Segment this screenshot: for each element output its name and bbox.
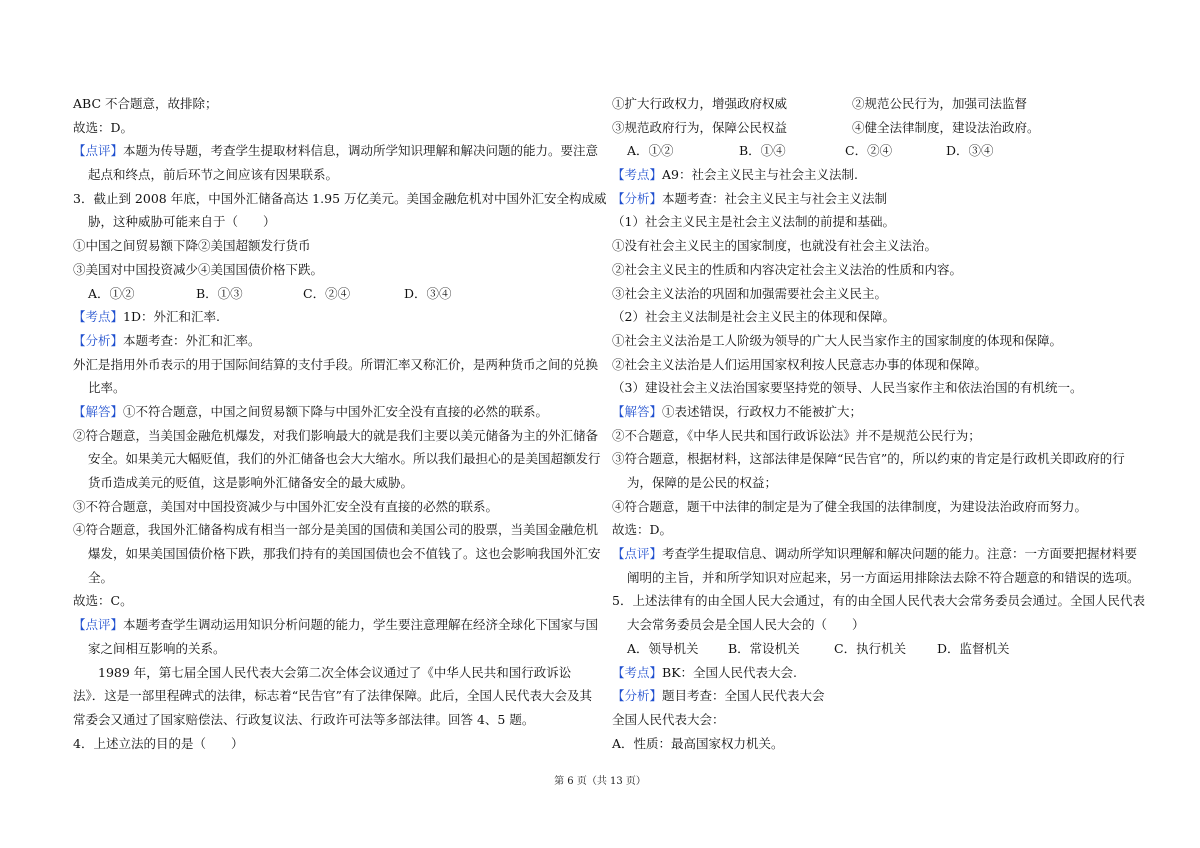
analysis-tag: 【分析】 [73, 332, 124, 348]
text-line: ABC 不合题意，故排除； [73, 96, 218, 111]
comment-line [73, 139, 603, 163]
comment-text: 本题为传导题，考查学生提取材料信息，调动所学知识理解和解决问题的能力。要注意 [123, 143, 599, 159]
analysis-line [612, 187, 1140, 211]
text-line: ②符合题意，当美国金融危机爆发，对我们影响最大的就是我们主要以美元储备为主的外汇储备 [73, 427, 599, 443]
text-line: 为，保障的是公民的权益； [627, 475, 778, 490]
text-line: ①社会主义法治是工人阶级为领导的广大人民当家作主的国家制度的体现和保障。 [612, 332, 1063, 348]
question-4-stem: 4．上述立法的目的是（ ） [73, 735, 244, 751]
solution-text: ①不符合题意，中国之间贸易额下降与中国外汇安全没有直接的必然的联系。 [123, 403, 549, 419]
question-5-stem: 5．上述法律有的由全国人民大会通过，有的由全国人民代表大会常务委员会通过。全国人民代表 [612, 593, 1145, 609]
kaodian-tag: 【考点】 [612, 167, 663, 183]
comment-line [612, 542, 1140, 566]
option-b: B．常设机关 [728, 640, 800, 656]
passage-line: 1989 年，第七届全国人民代表大会第二次全体会议通过了《中华人民共和国行政诉讼 [98, 664, 572, 680]
comment-tag: 【点评】 [73, 617, 124, 633]
solution-text: ①表述错误，行政权力不能被扩大； [662, 403, 863, 419]
text-line: ③不符合题意，美国对中国投资减少与中国外汇安全没有直接的必然的联系。 [73, 498, 499, 514]
text-line: 大会常务委员会是全国人民大会的（ ） [627, 617, 865, 633]
text-line: 阐明的主旨，并和所学知识对应起来，另一方面运用排除法去除不符合题意的和错误的选项。 [627, 569, 1140, 585]
statement-1: ①扩大行政权力，增强政府权威 [612, 96, 788, 111]
text-line: ④符合题意，题干中法律的制定是为了健全我国的法律制度，为建设法治政府而努力。 [612, 498, 1088, 514]
analysis-text: 本题考查：社会主义民主与社会主义法制 [662, 190, 888, 206]
text-line: 起点和终点，前后环节之间应该有因果联系。 [88, 167, 339, 183]
solution-tag: 【解答】 [612, 403, 663, 419]
text-line: ②社会主义民主的性质和内容决定社会主义法治的性质和内容。 [612, 261, 963, 277]
option-c: C．②④ [303, 285, 351, 301]
option-a: A．①② [627, 143, 674, 159]
analysis-tag: 【分析】 [612, 688, 663, 704]
text-line: （1）社会主义民主是社会主义法制的前提和基础。 [612, 214, 895, 230]
option-d: D．③④ [404, 285, 452, 301]
passage-line: 常委会又通过了国家赔偿法、行政复议法、行政许可法等多部法律。回答 4、5 题。 [73, 711, 535, 727]
option-a: A．领导机关 [627, 640, 699, 656]
comment-tag: 【点评】 [612, 546, 663, 562]
answer-line: 故选：D。 [73, 119, 134, 135]
kaodian-tag: 【考点】 [73, 309, 124, 325]
solution-line [73, 400, 603, 424]
text-line: 比率。 [88, 380, 126, 396]
option-b: B．①③ [196, 285, 243, 301]
comment-line [73, 613, 603, 637]
statement-4: ④健全法律制度，建设法治政府。 [852, 119, 1040, 135]
text-line: ②社会主义法治是人们运用国家权利按人民意志办事的体现和保障。 [612, 356, 988, 372]
kaodian-tag: 【考点】 [612, 664, 663, 680]
option-b: B．①④ [739, 143, 786, 159]
option-d: D．③④ [946, 143, 994, 159]
analysis-text: 题目考查：全国人民代表大会 [662, 688, 825, 704]
question-3-stem: 3．截止到 2008 年底，中国外汇储备高达 1.95 万亿美元。美国金融危机对中国外汇安全构成威 [73, 190, 607, 206]
left-column [73, 92, 607, 755]
text-line: 胁，这种威胁可能来自于（ ） [88, 214, 276, 230]
kaodian-line [612, 661, 1140, 685]
analysis-line [73, 329, 603, 353]
kaodian-text: BK：全国人民代表大会. [662, 664, 798, 680]
statement-2: ②规范公民行为，加强司法监督 [852, 96, 1028, 111]
answer-line: 故选：D。 [612, 522, 673, 538]
option-c: C．②④ [845, 143, 893, 159]
text-line: ③社会主义法治的巩固和加强需要社会主义民主。 [612, 285, 888, 301]
text-line: ②不合题意，《中华人民共和国行政诉讼法》并不是规范公民行为； [612, 427, 981, 443]
text-line: ①没有社会主义民主的国家制度，也就没有社会主义法治。 [612, 238, 938, 254]
text-line: 爆发，如果美国国债价格下跌，那我们持有的美国国债也会不值钱了。这也会影响我国外汇安 [88, 546, 601, 562]
right-column [612, 92, 1145, 755]
statement-3: ③规范政府行为，保障公民权益 [612, 119, 788, 135]
text-line: ③美国对中国投资减少④美国国债价格下跌。 [73, 261, 324, 277]
statement-line [612, 92, 1140, 116]
text-line: （2）社会主义法制是社会主义民主的体现和保障。 [612, 309, 895, 325]
kaodian-text: A9：社会主义民主与社会主义法制. [662, 167, 858, 183]
comment-text: 考查学生提取信息、调动所学知识理解和解决问题的能力。注意：一方面要把握材料要 [662, 546, 1138, 562]
passage-line: 法》．这是一部里程碑式的法律，标志着“民告官”有了法律保障。此后，全国人民代表大会及其 [73, 688, 593, 704]
question-5-options [612, 637, 1140, 661]
solution-line [612, 400, 1140, 424]
option-a: A．①② [88, 285, 135, 301]
text-line: 全国人民代表大会： [612, 711, 725, 727]
kaodian-line [73, 305, 603, 329]
question-3-options [73, 282, 603, 306]
statement-line [612, 116, 1140, 140]
text-line: ③符合题意，根据材料，这部法律是保障“民告官”的，所以约束的肯定是行政机关即政府的行 [612, 451, 1125, 467]
option-c: C．执行机关 [834, 640, 907, 656]
comment-tag: 【点评】 [73, 143, 124, 159]
comment-text: 本题考查学生调动运用知识分析问题的能力，学生要注意理解在经济全球化下国家与国 [123, 617, 599, 633]
text-line: 货币造成美元的贬值，这是影响外汇储备安全的最大威胁。 [88, 475, 414, 490]
kaodian-text: 1D：外汇和汇率. [123, 309, 220, 325]
text-line: （3）建设社会主义法治国家要坚持党的领导、人民当家作主和依法治国的有机统一。 [612, 380, 1083, 396]
text-line: A．性质：最高国家权力机关。 [612, 735, 784, 751]
text-line: 家之间相互影响的关系。 [88, 640, 226, 656]
answer-line: 故选：C。 [73, 593, 133, 609]
question-4-options [612, 139, 1140, 163]
text-line: ①中国之间贸易额下降②美国超额发行货币 [73, 238, 311, 254]
text-line: 外汇是指用外币表示的用于国际间结算的支付手段。所谓汇率又称汇价，是两种货币之间的兑换 [73, 356, 599, 372]
analysis-text: 本题考查：外汇和汇率。 [123, 332, 261, 348]
page-footer: 第 6 页（共 13 页） [554, 776, 646, 787]
solution-tag: 【解答】 [73, 403, 124, 419]
text-line: 安全。如果美元大幅贬值，我们的外汇储备也会大大缩水。所以我们最担心的是美国超额发行 [88, 451, 601, 467]
text-line: ④符合题意，我国外汇储备构成有相当一部分是美国的国债和美国公司的股票，当美国金融危机 [73, 522, 599, 538]
option-d: D．监督机关 [937, 640, 1010, 656]
text-line: 全。 [88, 569, 114, 585]
analysis-tag: 【分析】 [612, 190, 663, 206]
analysis-line [612, 684, 1140, 708]
kaodian-line [612, 163, 1140, 187]
